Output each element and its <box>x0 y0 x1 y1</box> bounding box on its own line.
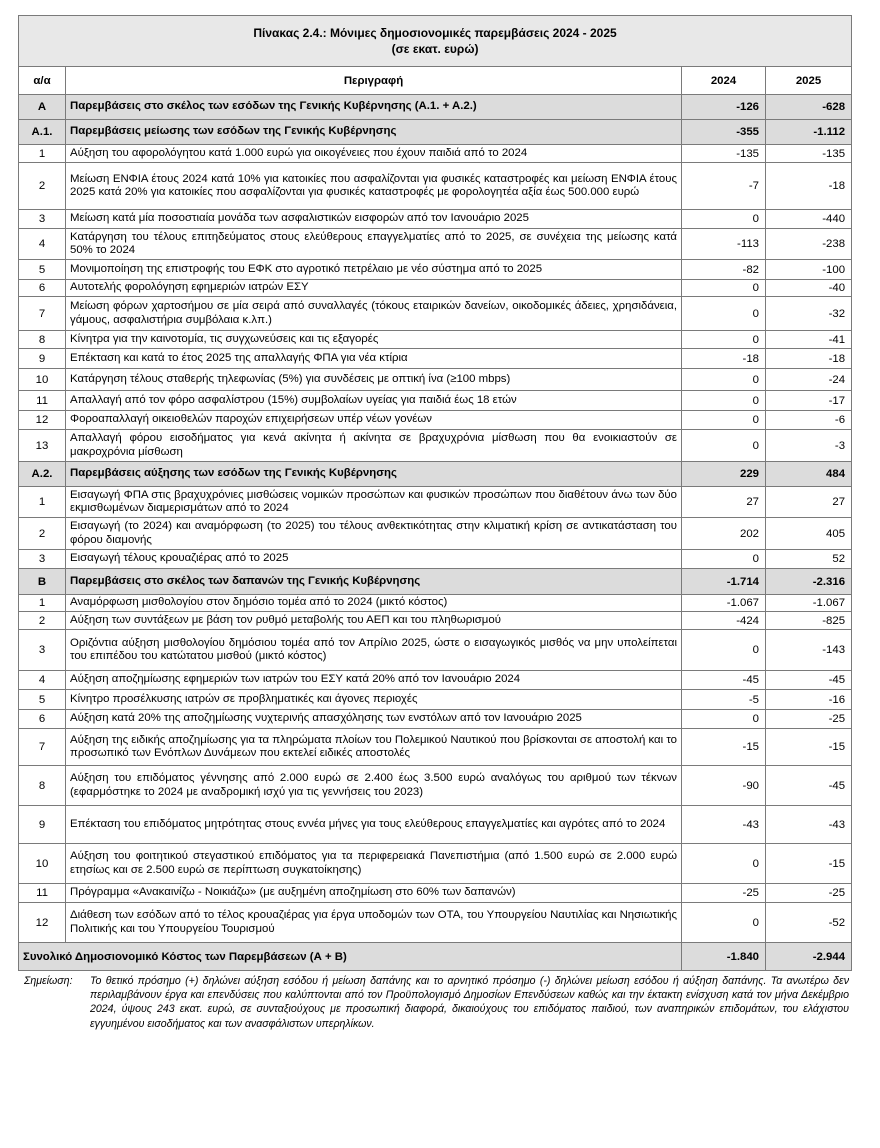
row-value-2025: -1.067 <box>766 595 852 612</box>
row-value-2025: -15 <box>766 844 852 884</box>
row-description: Αυτοτελής φορολόγηση εφημεριών ιατρών ΕΣΥ <box>66 280 682 297</box>
row-number: 6 <box>19 710 66 729</box>
footnote <box>18 974 851 1031</box>
table-row <box>19 671 852 690</box>
total-row <box>19 943 852 971</box>
header-description: Περιγραφή <box>66 67 682 95</box>
row-number: 6 <box>19 280 66 297</box>
section-row <box>19 120 852 145</box>
row-value-2025: 405 <box>766 518 852 550</box>
row-description: Επέκταση του επιδόματος μητρότητας στους εννέα μήνες για τους ελεύθερους επαγγελματίες και αγρότες από το 2024 <box>66 806 682 844</box>
row-value-2024: 27 <box>682 487 766 518</box>
row-description: Φοροαπαλλαγή οικειοθελών παροχών επιχειρήσεων υπέρ νέων γονέων <box>66 411 682 430</box>
footnote-label: Σημείωση: <box>24 975 73 987</box>
row-value-2025: -1.112 <box>766 120 852 145</box>
table-title: Πίνακας 2.4.: Μόνιμες δημοσιονομικές παρεμβάσεις 2024 - 2025 <box>253 26 617 40</box>
row-value-2024: 0 <box>682 210 766 229</box>
row-value-2025: -40 <box>766 280 852 297</box>
row-value-2025: -825 <box>766 612 852 630</box>
row-value-2025: -3 <box>766 430 852 462</box>
row-number: 2 <box>19 163 66 210</box>
row-number: 3 <box>19 630 66 671</box>
table-row <box>19 349 852 369</box>
row-value-2025: -24 <box>766 369 852 391</box>
row-value-2024: -15 <box>682 729 766 766</box>
table-row <box>19 806 852 844</box>
row-value-2024: 0 <box>682 331 766 349</box>
row-description: Αύξηση κατά 20% της αποζημίωσης νυχτερινής απασχόλησης των ενστόλων από τον Ιανουάριο 2025 <box>66 710 682 729</box>
row-value-2024: -424 <box>682 612 766 630</box>
table-title-row <box>19 16 852 67</box>
table-row <box>19 612 852 630</box>
row-value-2024: -18 <box>682 349 766 369</box>
section-row <box>19 462 852 487</box>
row-value-2025: 27 <box>766 487 852 518</box>
row-value-2024: 0 <box>682 411 766 430</box>
row-number: Α.1. <box>19 120 66 145</box>
row-number: 5 <box>19 690 66 710</box>
table-row <box>19 550 852 569</box>
row-value-2025: -135 <box>766 145 852 163</box>
row-value-2024: 0 <box>682 280 766 297</box>
row-value-2024: -126 <box>682 95 766 120</box>
table-row <box>19 210 852 229</box>
row-description: Εισαγωγή (το 2024) και αναμόρφωση (το 2025) του τέλους ανθεκτικότητας στην κλιματική κρίση σε αντικατάσταση του φόρου διαμονής <box>66 518 682 550</box>
table-row <box>19 844 852 884</box>
table-row <box>19 729 852 766</box>
row-description: Απαλλαγή από τον φόρο ασφαλίστρου (15%) συμβολαίων υγείας για παιδιά έως 18 ετών <box>66 391 682 411</box>
table-row <box>19 297 852 331</box>
row-number: 10 <box>19 844 66 884</box>
row-description: Αύξηση της ειδικής αποζημίωσης για τα πληρώματα πλοίων του Πολεμικού Ναυτικού που βρίσκονται σε αποστολή και το προσωπικό των Ενόπλων Δυνάμεων που εκτελεί ειδικές αποστολές <box>66 729 682 766</box>
row-value-2025: -440 <box>766 210 852 229</box>
row-description: Κατάργηση τέλους σταθερής τηλεφωνίας (5%) για συνδέσεις με οπτική ίνα (≥100 mbps) <box>66 369 682 391</box>
table-row <box>19 595 852 612</box>
row-number: 11 <box>19 884 66 903</box>
table-row <box>19 884 852 903</box>
row-number: 4 <box>19 671 66 690</box>
row-value-2024: -90 <box>682 766 766 806</box>
row-description: Αύξηση του αφορολόγητου κατά 1.000 ευρώ για οικογένειες που έχουν παιδιά από το 2024 <box>66 145 682 163</box>
row-number: 13 <box>19 430 66 462</box>
row-value-2025: 52 <box>766 550 852 569</box>
row-value-2025: -238 <box>766 229 852 260</box>
row-number: 9 <box>19 349 66 369</box>
row-description: Οριζόντια αύξηση μισθολογίου δημόσιου τομέα από τον Απρίλιο 2025, ώστε ο εισαγωγικός μισθός να μην υπολείπεται του επιπέδου του κατώτατου μισθού (μικτό κόστος) <box>66 630 682 671</box>
section-row <box>19 95 852 120</box>
row-value-2025: -41 <box>766 331 852 349</box>
row-value-2025: -15 <box>766 729 852 766</box>
header-aa: α/α <box>19 67 66 95</box>
row-description: Κίνητρα για την καινοτομία, τις συγχωνεύσεις και τις εξαγορές <box>66 331 682 349</box>
row-value-2025: 484 <box>766 462 852 487</box>
table-row <box>19 710 852 729</box>
row-number: 9 <box>19 806 66 844</box>
row-description: Απαλλαγή φόρου εισοδήματος για κενά ακίνητα ή ακίνητα σε βραχυχρόνια μίσθωση που θα ενοικιαστούν σε μακροχρόνια μίσθωση <box>66 430 682 462</box>
row-number: 2 <box>19 612 66 630</box>
row-number: Α.2. <box>19 462 66 487</box>
row-description: Εισαγωγή τέλους κρουαζιέρας από το 2025 <box>66 550 682 569</box>
row-value-2024: -113 <box>682 229 766 260</box>
row-value-2024: -45 <box>682 671 766 690</box>
row-value-2024: -355 <box>682 120 766 145</box>
row-description: Πρόγραμμα «Ανακαινίζω - Νοικιάζω» (με αυξημένη αποζημίωση στο 60% των δαπανών) <box>66 884 682 903</box>
row-value-2024: -1.714 <box>682 569 766 595</box>
row-description: Αναμόρφωση μισθολογίου στον δημόσιο τομέα από το 2024 (μικτό κόστος) <box>66 595 682 612</box>
row-number: 10 <box>19 369 66 391</box>
row-value-2025: -43 <box>766 806 852 844</box>
table-row <box>19 487 852 518</box>
row-value-2025: -45 <box>766 766 852 806</box>
row-description: Παρεμβάσεις στο σκέλος των εσόδων της Γενικής Κυβέρνησης (Α.1. + Α.2.) <box>66 95 682 120</box>
table-row <box>19 518 852 550</box>
row-value-2025: -32 <box>766 297 852 331</box>
row-number: 8 <box>19 331 66 349</box>
row-description: Εισαγωγή ΦΠΑ στις βραχυχρόνιες μισθώσεις νομικών προσώπων και φυσικών προσώπων που διαθέτουν άνω των δύο εκμισθωμένων διαμερισμάτων από το 2024 <box>66 487 682 518</box>
row-value-2024: 0 <box>682 369 766 391</box>
table-row <box>19 331 852 349</box>
row-value-2024: -82 <box>682 260 766 280</box>
table-row <box>19 145 852 163</box>
table-subtitle: (σε εκατ. ευρώ) <box>391 42 479 56</box>
table-row <box>19 766 852 806</box>
header-2024: 2024 <box>682 67 766 95</box>
row-number: Α <box>19 95 66 120</box>
row-description: Παρεμβάσεις μείωσης των εσόδων της Γενικής Κυβέρνησης <box>66 120 682 145</box>
row-value-2025: -52 <box>766 903 852 943</box>
row-number: 7 <box>19 729 66 766</box>
row-value-2024: -25 <box>682 884 766 903</box>
row-value-2024: -43 <box>682 806 766 844</box>
row-number: 3 <box>19 210 66 229</box>
table-row <box>19 260 852 280</box>
row-number: 5 <box>19 260 66 280</box>
row-description: Αύξηση του επιδόματος γέννησης από 2.000 ευρώ σε 2.400 έως 3.500 ευρώ αναλόγως του αριθμού των τέκνων (εφαρμόστηκε το 2024 με αναδρομική ισχύ για τις γεννήσεις του 2023) <box>66 766 682 806</box>
row-number: 7 <box>19 297 66 331</box>
row-description: Κατάργηση του τέλους επιτηδεύματος στους ελεύθερους επαγγελματίες από το 2025, σε συνέχεια της μείωσης κατά 50% το 2024 <box>66 229 682 260</box>
row-value-2024: 0 <box>682 630 766 671</box>
table-row <box>19 229 852 260</box>
row-value-2024: 229 <box>682 462 766 487</box>
row-number: 11 <box>19 391 66 411</box>
row-description: Μείωση κατά μία ποσοστιαία μονάδα των ασφαλιστικών εισφορών από τον Ιανουάριο 2025 <box>66 210 682 229</box>
row-value-2025: -6 <box>766 411 852 430</box>
row-value-2024: 0 <box>682 710 766 729</box>
row-value-2024: 0 <box>682 550 766 569</box>
row-number: 1 <box>19 595 66 612</box>
interventions-table <box>18 15 852 971</box>
row-value-2025: -628 <box>766 95 852 120</box>
row-value-2025: -143 <box>766 630 852 671</box>
table-row <box>19 430 852 462</box>
row-description: Μείωση φόρων χαρτοσήμου σε μία σειρά από συναλλαγές (τόκους εταιρικών δανείων, οικοδομικές άδειες, χρησιδάνεια, γάμους, ασφαλιστήρια συμβόλαια κ.λπ.) <box>66 297 682 331</box>
table-row <box>19 690 852 710</box>
row-number: Β <box>19 569 66 595</box>
row-description: Κίνητρο προσέλκυσης ιατρών σε προβληματικές και άγονες περιοχές <box>66 690 682 710</box>
row-value-2025: -100 <box>766 260 852 280</box>
table-row <box>19 163 852 210</box>
row-description: Μονιμοποίηση της επιστροφής του ΕΦΚ στο αγροτικό πετρέλαιο με νέο σύστημα από το 2025 <box>66 260 682 280</box>
row-number: 3 <box>19 550 66 569</box>
row-value-2024: 0 <box>682 297 766 331</box>
row-description: Αύξηση αποζημίωσης εφημεριών των ιατρών του ΕΣΥ κατά 20% από τον Ιανουάριο 2024 <box>66 671 682 690</box>
row-value-2024: 0 <box>682 903 766 943</box>
row-description: Αύξηση του φοιτητικού στεγαστικού επιδόματος για τα περιφερειακά Πανεπιστήμια (από 1.500 ευρώ σε 2.000 ευρώ ετησίως και σε 2.500 ευρώ σε περίπτωση συγκατοίκησης) <box>66 844 682 884</box>
table-row <box>19 630 852 671</box>
row-number: 4 <box>19 229 66 260</box>
row-description: Μείωση ΕΝΦΙΑ έτους 2024 κατά 10% για κατοικίες που ασφαλίζονται για φυσικές καταστροφές και μείωση ΕΝΦΙΑ έτους 2025 κατά 20% για κατοικίες που ασφαλίζονται για φυσικές καταστροφές με φορολογητέα αξία έως 500.000 ευρώ <box>66 163 682 210</box>
row-description: Διάθεση των εσόδων από το τέλος κρουαζιέρας για έργα υποδομών των ΟΤΑ, του Υπουργείου Ναυτιλίας και Νησιωτικής Πολιτικής και του Υπουργείου Τουρισμού <box>66 903 682 943</box>
total-2025: -2.944 <box>766 943 852 971</box>
row-value-2024: -7 <box>682 163 766 210</box>
row-value-2025: -25 <box>766 884 852 903</box>
row-value-2024: -135 <box>682 145 766 163</box>
table-row <box>19 391 852 411</box>
row-value-2024: -1.067 <box>682 595 766 612</box>
row-value-2024: 0 <box>682 844 766 884</box>
footnote-text: Το θετικό πρόσημο (+) δηλώνει αύξηση εσόδου ή μείωση δαπάνης και το αρνητικό πρόσημο (-) δηλώνει μείωση εσόδου ή αύξηση δαπάνης. Τα ανωτέρω δεν περιλαμβάνουν έργα και επενδύσεις που καλύπτονται από τον Προϋπολογισμό Δημοσίων Επενδύσεων καθώς και την έκτακτη ενίσχυση κατά τον μήνα Δεκέμβριο 2024, ύψους 243 εκατ. ευρώ, σε συνταξιούχους με προσωπική διαφορά, δικαιούχους του επιδόματος παιδιού, των αναπηρικών επιδομάτων, του ελάχιστου εγγυημένου εισοδήματος και των ανασφάλιστων υπερηλίκων. <box>90 975 849 1030</box>
row-description: Παρεμβάσεις στο σκέλος των δαπανών της Γενικής Κυβέρνησης <box>66 569 682 595</box>
table-row <box>19 280 852 297</box>
row-value-2025: -17 <box>766 391 852 411</box>
row-number: 1 <box>19 145 66 163</box>
row-value-2025: -16 <box>766 690 852 710</box>
row-description: Παρεμβάσεις αύξησης των εσόδων της Γενικής Κυβέρνησης <box>66 462 682 487</box>
row-number: 1 <box>19 487 66 518</box>
row-value-2025: -2.316 <box>766 569 852 595</box>
table-header-row <box>19 67 852 95</box>
table-row <box>19 411 852 430</box>
header-2025: 2025 <box>766 67 852 95</box>
row-value-2025: -45 <box>766 671 852 690</box>
row-value-2025: -25 <box>766 710 852 729</box>
row-number: 2 <box>19 518 66 550</box>
row-number: 8 <box>19 766 66 806</box>
row-value-2025: -18 <box>766 349 852 369</box>
section-row <box>19 569 852 595</box>
row-value-2024: 202 <box>682 518 766 550</box>
document-page <box>18 15 851 1031</box>
total-2024: -1.840 <box>682 943 766 971</box>
table-row <box>19 369 852 391</box>
row-description: Αύξηση των συντάξεων με βάση τον ρυθμό μεταβολής του ΑΕΠ και του πληθωρισμού <box>66 612 682 630</box>
table-row <box>19 903 852 943</box>
row-value-2024: -5 <box>682 690 766 710</box>
row-number: 12 <box>19 903 66 943</box>
row-value-2024: 0 <box>682 430 766 462</box>
row-description: Επέκταση και κατά το έτος 2025 της απαλλαγής ΦΠΑ για νέα κτίρια <box>66 349 682 369</box>
row-value-2024: 0 <box>682 391 766 411</box>
total-label: Συνολικό Δημοσιονομικό Κόστος των Παρεμβάσεων (Α + Β) <box>19 943 682 971</box>
row-value-2025: -18 <box>766 163 852 210</box>
row-number: 12 <box>19 411 66 430</box>
